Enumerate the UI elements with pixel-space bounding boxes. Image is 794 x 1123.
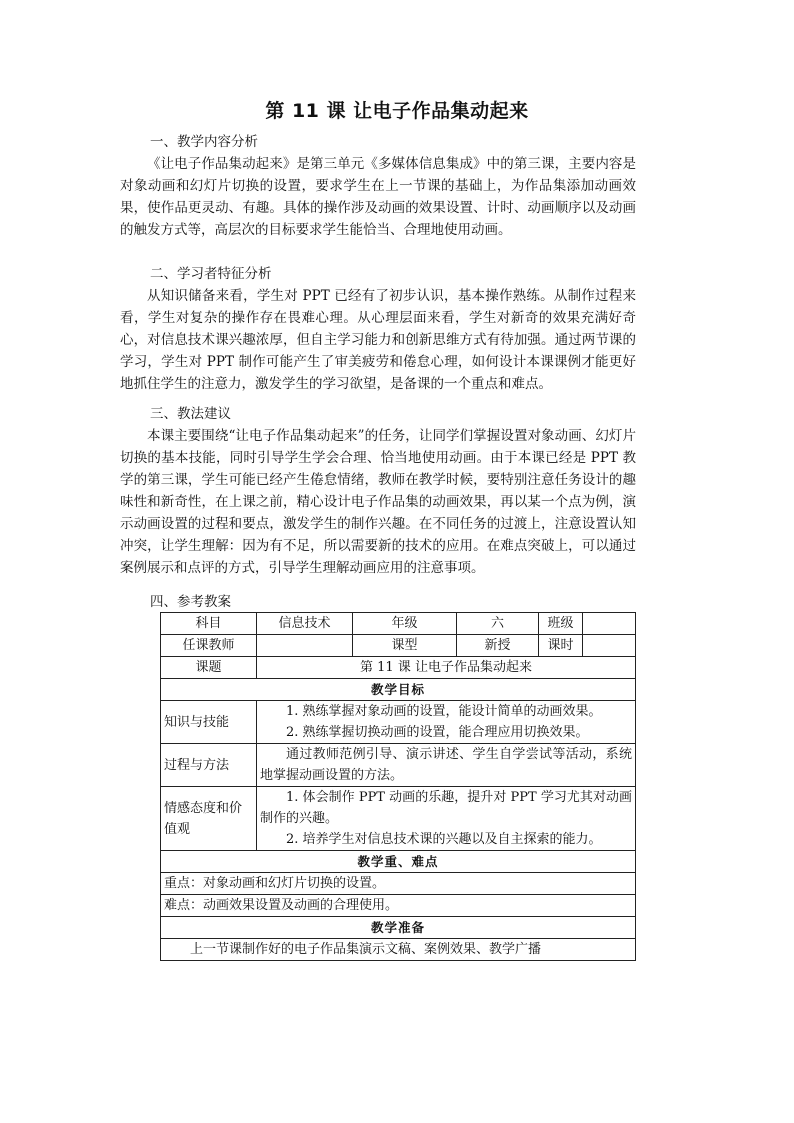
section-text-teaching-suggestions: 本课主要围绕“让电子作品集动起来”的任务，让同学们掌握设置对象动画、幻灯片切换的基本技能，同时引导学生学会合理、恰当地使用动画。由于本课已经是 PPT 教学的第三课，学生可能已经产生倦怠情绪，教师在教学时候，要特别注意任务设计的趣味性和新奇性，在上课之前，精心设计电子作品集的动画效果，再以某一个点为例，演示动画设置的过程和要点，激发学生的制作兴趣。在不同任务的过渡上，注意设置认知冲突，让学生理解：因为有不足，所以需要新的技术的应用。在难点突破上，可以通过案例展示和点评的方式，引导学生理解动画应用的注意事项。 bbox=[120, 428, 636, 576]
table-row bbox=[161, 744, 636, 787]
preparation-heading: 教学准备 bbox=[161, 917, 636, 939]
table-row bbox=[161, 917, 636, 939]
topic-value: 第 11 课 让电子作品集动起来 bbox=[257, 657, 636, 679]
key-point: 重点：对象动画和幻灯片切换的设置。 bbox=[161, 873, 636, 895]
section-heading-content-analysis: 一、教学内容分析 bbox=[150, 134, 258, 150]
table-row bbox=[161, 895, 636, 917]
section-heading-learner-analysis: 二、学习者特征分析 bbox=[150, 266, 272, 282]
section-heading-teaching-suggestions: 三、教法建议 bbox=[150, 406, 231, 422]
key-difficult-heading: 教学重、难点 bbox=[161, 851, 636, 873]
emotion-values-label: 情感态度和价值观 bbox=[161, 787, 257, 851]
table-row bbox=[161, 939, 636, 961]
preparation-text: 上一节课制作好的电子作品集演示文稿、案例效果、教学广播 bbox=[161, 939, 636, 961]
emotion-objective-1: 1. 体会制作 PPT 动画的乐趣，提升对 PPT 学习尤其对动画制作的兴趣。 bbox=[260, 790, 632, 826]
table-row bbox=[161, 613, 636, 635]
table-row bbox=[161, 635, 636, 657]
teacher-value bbox=[257, 635, 353, 657]
knowledge-skills-cell bbox=[257, 701, 636, 744]
section-heading-reference-plan: 四、参考教案 bbox=[150, 594, 231, 610]
subject-label: 科目 bbox=[161, 613, 257, 635]
section-text-content-analysis: 《让电子作品集动起来》是第三单元《多媒体信息集成》中的第三课，主要内容是对象动画和幻灯片切换的设置，要求学生在上一节课的基础上，为作品集添加动画效果，使作品更灵动、有趣。具体的操作涉及动画的效果设置、计时、动画顺序以及动画的触发方式等，高层次的目标要求学生能恰当、合理地使用动画。 bbox=[120, 156, 636, 238]
page-title: 第 11 课 让电子作品集动起来 bbox=[265, 100, 529, 122]
table-row bbox=[161, 851, 636, 873]
objectives-heading: 教学目标 bbox=[161, 679, 636, 701]
knowledge-objective-2: 2. 熟练掌握切换动画的设置，能合理应用切换效果。 bbox=[286, 725, 589, 740]
process-methods-cell bbox=[257, 744, 636, 787]
teacher-label: 任课教师 bbox=[161, 635, 257, 657]
difficult-point: 难点：动画效果设置及动画的合理使用。 bbox=[161, 895, 636, 917]
knowledge-skills-label: 知识与技能 bbox=[161, 701, 257, 744]
subject-value: 信息技术 bbox=[257, 613, 353, 635]
process-objective: 通过教师范例引导、演示讲述、学生自学尝试等活动，系统地掌握动画设置的方法。 bbox=[260, 747, 632, 783]
class-value bbox=[583, 613, 636, 635]
emotion-values-cell bbox=[257, 787, 636, 851]
grade-label: 年级 bbox=[353, 613, 457, 635]
lesson-type-label: 课型 bbox=[353, 635, 457, 657]
section-text-learner-analysis: 从知识储备来看，学生对 PPT 已经有了初步认识，基本操作熟练。从制作过程来看，学生对复杂的操作存在畏难心理。从心理层面来看，学生对新奇的效果充满好奇心，对信息技术课兴趣浓厚，但自主学习能力和创新思维方式有待加强。通过两节课的学习，学生对 PPT 制作可能产生了审美疲劳和倦怠心理，如何设计本课课例才能更好地抓住学生的注意力，激发学生的学习欲望，是备课的一个重点和难点。 bbox=[120, 288, 636, 392]
class-hours-value bbox=[583, 635, 636, 657]
table-row bbox=[161, 701, 636, 744]
lesson-type-value: 新授 bbox=[457, 635, 539, 657]
table-row bbox=[161, 679, 636, 701]
class-label: 班级 bbox=[539, 613, 583, 635]
lesson-plan-table bbox=[160, 612, 636, 961]
process-methods-label: 过程与方法 bbox=[161, 744, 257, 787]
grade-value: 六 bbox=[457, 613, 539, 635]
knowledge-objective-1: 1. 熟练掌握对象动画的设置，能设计简单的动画效果。 bbox=[286, 704, 602, 719]
emotion-objective-2: 2. 培养学生对信息技术课的兴趣以及自主探索的能力。 bbox=[286, 832, 602, 847]
table-row bbox=[161, 657, 636, 679]
class-hours-label: 课时 bbox=[539, 635, 583, 657]
topic-label: 课题 bbox=[161, 657, 257, 679]
table-row bbox=[161, 787, 636, 851]
table-row bbox=[161, 873, 636, 895]
